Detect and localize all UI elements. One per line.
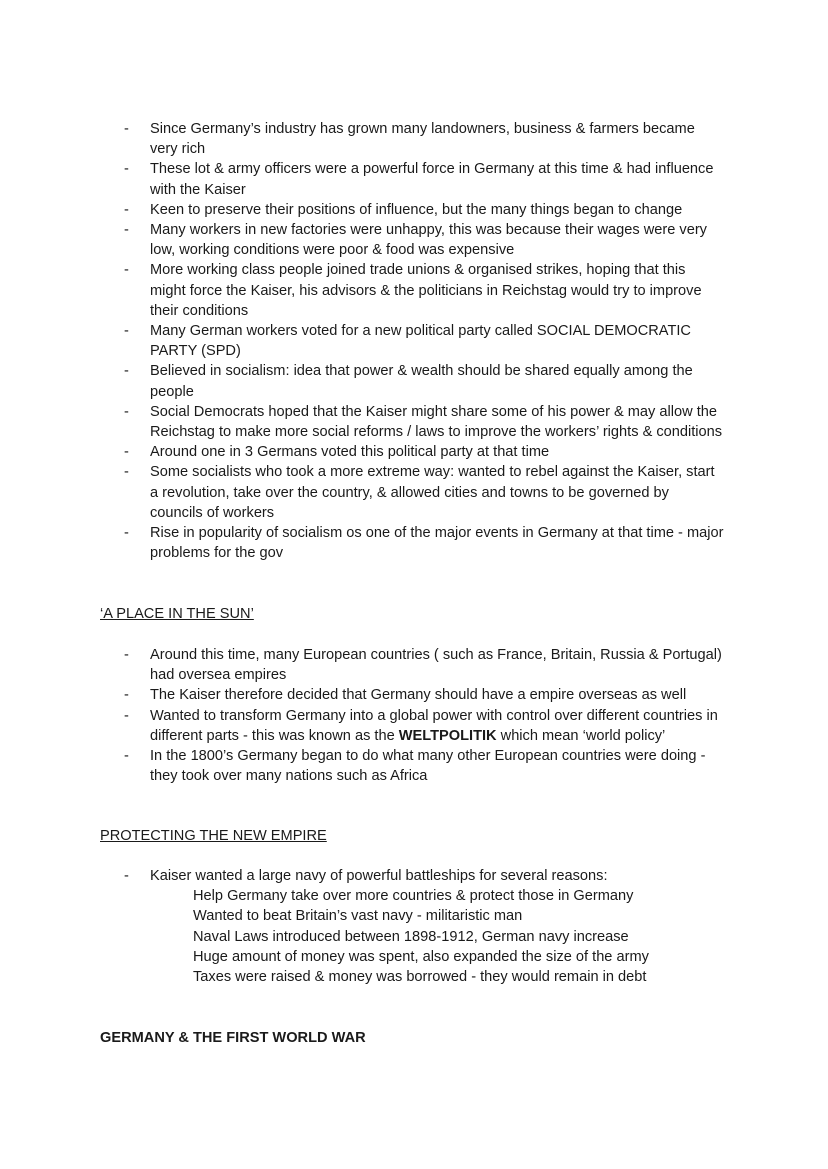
- list-item: - Many German workers voted for a new political party called SOCIAL DEMOCRATIC PARTY (SPD): [124, 323, 691, 360]
- list-item: - Some socialists who took a more extreme way: wanted to rebel against the Kaiser, start a revolution, take over the country, & allowed cities and towns to be governed by councils of workers: [124, 464, 715, 521]
- dash-bullet: -: [124, 525, 129, 542]
- dash-bullet: -: [124, 222, 129, 239]
- list-item: - Kaiser wanted a large navy of powerful battleships for several reasons:: [0, 866, 725, 886]
- reason-line: Wanted to beat Britain’s vast navy - militaristic man: [193, 908, 523, 925]
- section-heading-protecting-empire: PROTECTING THE NEW EMPIRE: [100, 828, 327, 844]
- dash-bullet: -: [124, 748, 129, 765]
- dash-bullet: -: [124, 323, 129, 340]
- dash-bullet: -: [124, 464, 129, 481]
- dash-bullet: -: [124, 707, 129, 724]
- section-heading-first-world-war: GERMANY & THE FIRST WORLD WAR: [100, 1030, 366, 1046]
- list-item: - In the 1800’s Germany began to do what many other European countries were doing - they took over many nations such as Africa: [124, 748, 706, 785]
- weltpolitik-term: WELTPOLITIK: [398, 727, 497, 744]
- list-item: - Believed in socialism: idea that power & wealth should be shared equally among the people: [124, 363, 693, 400]
- list-item: - Around this time, many European countries ( such as France, Britain, Russia & Portugal) had oversea empires: [124, 647, 722, 684]
- list-item: - The Kaiser therefore decided that Germany should have a empire overseas as well: [0, 685, 725, 705]
- reason-line: Huge amount of money was spent, also expanded the size of the army: [193, 948, 649, 965]
- dash-bullet: -: [124, 363, 129, 380]
- reason-line: Naval Laws introduced between 1898-1912, German navy increase: [193, 928, 629, 945]
- dash-bullet: -: [124, 687, 129, 704]
- section-heading-place-in-the-sun: ‘A PLACE IN THE SUN’: [100, 606, 254, 622]
- list-item: - Around one in 3 Germans voted this political party at that time: [0, 442, 725, 462]
- dash-bullet: -: [124, 444, 129, 461]
- reason-line: Taxes were raised & money was borrowed - they would remain in debt: [193, 969, 647, 986]
- list-item: - Keen to preserve their positions of influence, but the many things began to change: [0, 200, 725, 220]
- list-item: - More working class people joined trade unions & organised strikes, hoping that this might force the Kaiser, his advisors & the politicians in Reichstag would try to improve their conditions: [124, 262, 702, 319]
- list-item: - Since Germany’s industry has grown many landowners, business & farmers became very rich: [124, 121, 695, 158]
- reason-line: Help Germany take over more countries & protect those in Germany: [193, 888, 634, 905]
- list-item: - These lot & army officers were a powerful force in Germany at this time & had influence with the Kaiser: [124, 161, 714, 198]
- dash-bullet: -: [124, 262, 129, 279]
- socialism-bullet-list: [0, 119, 725, 563]
- dash-bullet: -: [124, 121, 129, 137]
- list-item: - Rise in popularity of socialism os one of the major events in Germany at that time - major problems for the gov: [124, 525, 724, 562]
- empire-bullet-list: [0, 645, 725, 786]
- dash-bullet: -: [124, 161, 129, 178]
- dash-bullet: -: [124, 403, 129, 420]
- list-item: - Wanted to transform Germany into a global power with control over different countries in different parts - this was known as the WELTPOLITIK which mean ‘world policy’: [124, 707, 718, 744]
- dash-bullet: -: [124, 647, 129, 663]
- list-item: - Social Democrats hoped that the Kaiser might share some of his power & may allow the Reichstag to make more social reforms / laws to improve the workers’ rights & conditions: [124, 403, 723, 441]
- list-item: - Many workers in new factories were unhappy, this was because their wages were very low, working conditions were poor & food was expensive: [124, 222, 707, 259]
- dash-bullet: -: [124, 201, 129, 218]
- navy-bullet-list: [0, 866, 725, 987]
- dash-bullet: -: [124, 868, 129, 884]
